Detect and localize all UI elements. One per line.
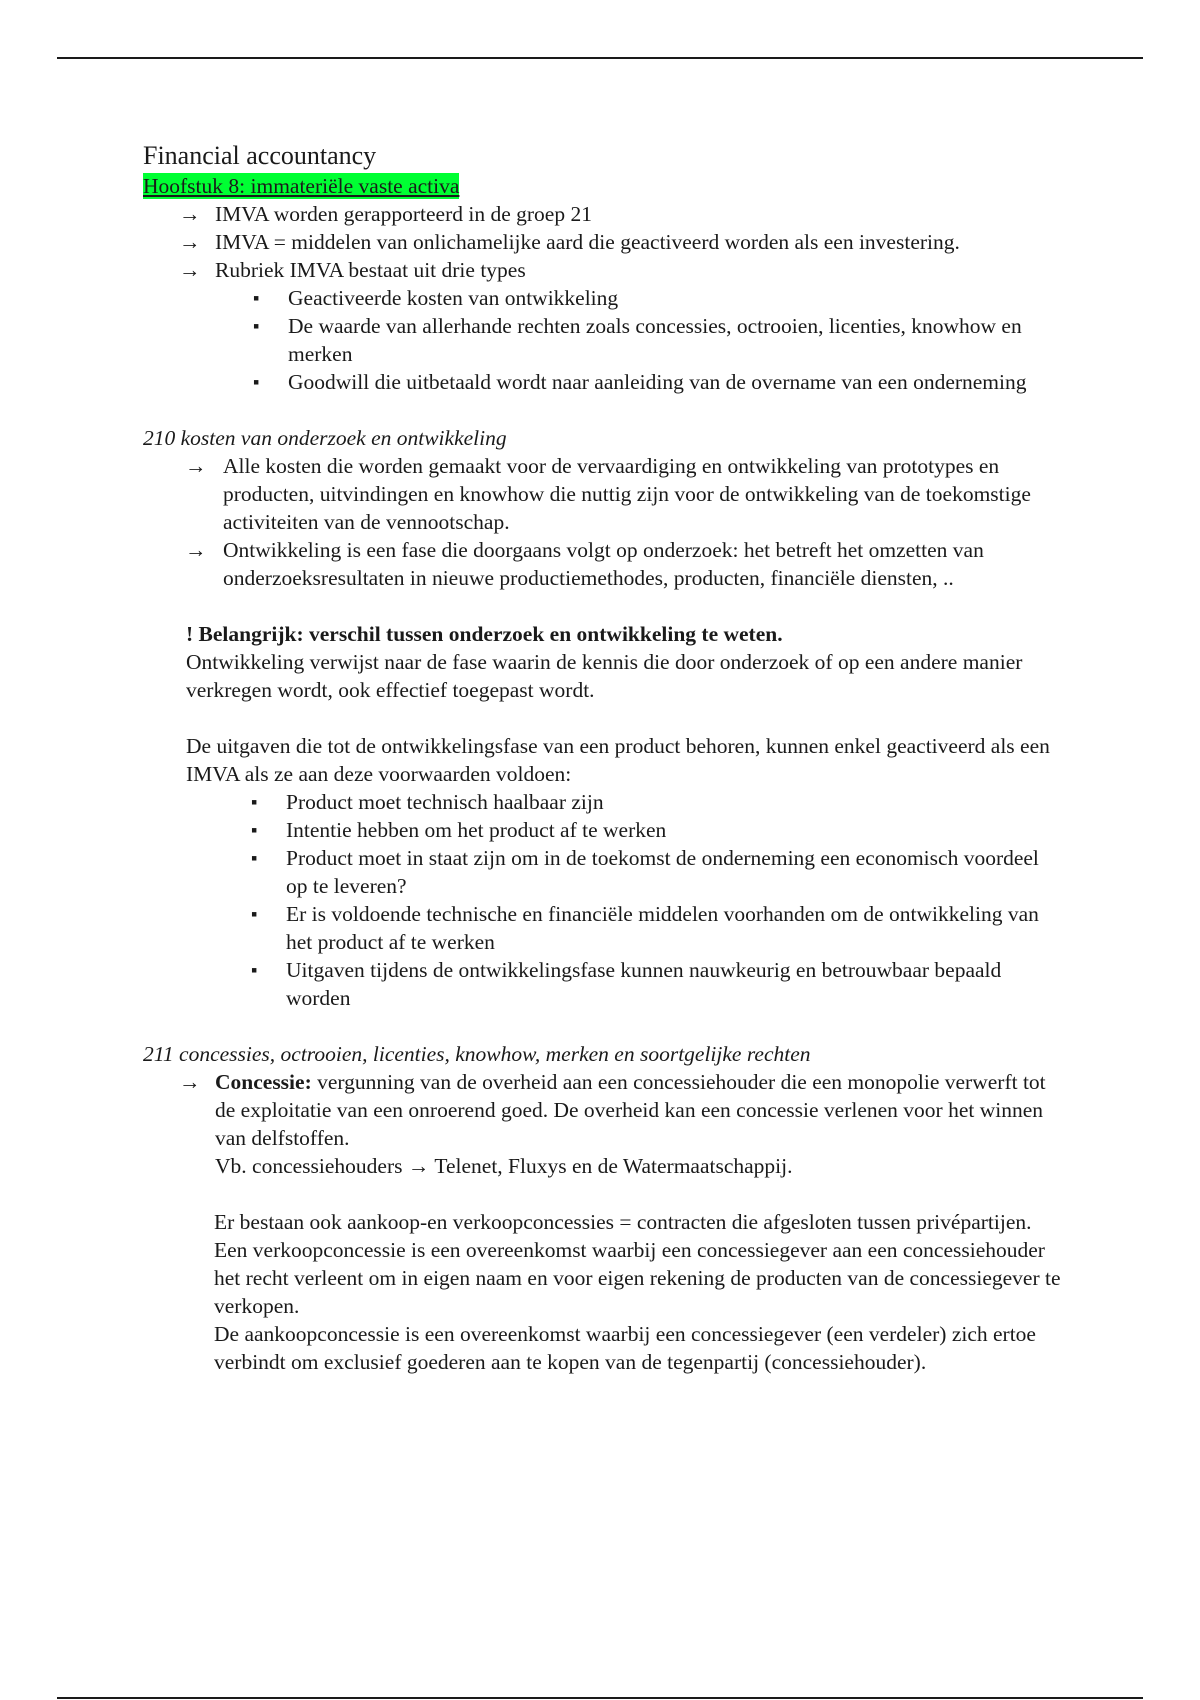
concessie-example: Vb. concessiehouders → Telenet, Fluxys en de Watermaatschappij. (215, 1154, 793, 1178)
list-item: ▪ Geactiveerde kosten van ontwikkeling (253, 286, 619, 310)
header-rule (57, 57, 1143, 59)
arrow-icon: → (185, 454, 207, 478)
bullet-icon: ▪ (253, 372, 260, 392)
bullet-icon: ▪ (251, 792, 258, 812)
concessie-label: Concessie: (215, 1070, 312, 1094)
list-item: → Rubriek IMVA bestaat uit drie types (179, 258, 526, 282)
purchase-concession-paragraph: De aankoopconcessie is een overeenkomst waarbij een concessiegever (een verdeler) zich ertoe verbindt om exclusief goederen aan te kopen van de tegenpartij (concessiehouder). (214, 1322, 1036, 1374)
list-item: → Ontwikkeling is een fase die doorgaans volgt op onderzoek: het betreft het omzetten van onderzoeksresultaten in nieuwe productiemethodes, producten, financiële diensten, .. (185, 538, 984, 590)
concessions-paragraph: Er bestaan ook aankoop-en verkoopconcessies = contracten die afgesloten tussen privépartijen. Een verkoopconcessie is een overeenkomst waarbij een concessiegever aan een concessiehouder het recht verleent om in eigen naam en voor eigen rekening de producten van de concessiegever te verkopen. (214, 1210, 1061, 1318)
bullet-icon: ▪ (251, 960, 258, 980)
list-item (143, 1068, 1063, 1180)
arrow-icon: → (179, 202, 201, 226)
chapter-heading: Hoofstuk 8: immateriële vaste activa (143, 174, 460, 198)
list-item: ▪ Product moet in staat zijn om in de toekomst de onderneming een economisch voordeel op te leveren? (251, 846, 1039, 898)
list-item: ▪ Intentie hebben om het product af te werken (251, 818, 667, 842)
list-item: ▪ Product moet technisch haalbaar zijn (251, 790, 604, 814)
document-body (143, 140, 1063, 1376)
list-item: ▪ Uitgaven tijdens de ontwikkelingsfase kunnen nauwkeurig en betrouwbaar bepaald worden (251, 958, 1002, 1010)
bullet-icon: ▪ (253, 316, 260, 336)
list-item: ▪ Goodwill die uitbetaald wordt naar aanleiding van de overname van een onderneming (253, 370, 1027, 394)
arrow-icon: → (179, 230, 201, 254)
section-heading-211: 211 concessies, octrooien, licenties, knowhow, merken en soortgelijke rechten (143, 1042, 811, 1066)
list-item: → IMVA worden gerapporteerd in de groep 21 (179, 202, 592, 226)
arrow-icon: → (185, 538, 207, 562)
concessie-definition: vergunning van de overheid aan een concessiehouder die een monopolie verwerft tot de exploitatie van een onroerend goed. De overheid kan een concessie verlenen voor het winnen van delfstoffen. (215, 1070, 1046, 1150)
list-item: ▪ Er is voldoende technische en financiële middelen voorhanden om de ontwikkeling van het product af te werken (251, 902, 1039, 954)
important-note: ! Belangrijk: verschil tussen onderzoek en ontwikkeling te weten. (186, 622, 783, 646)
bullet-icon: ▪ (253, 288, 260, 308)
footer-rule (57, 1697, 1143, 1699)
page-title: Financial accountancy (143, 141, 377, 170)
important-text: Ontwikkeling verwijst naar de fase waarin de kennis die door onderzoek of op een andere manier verkregen wordt, ook effectief toegepast wordt. (186, 650, 1023, 702)
list-item: ▪ De waarde van allerhande rechten zoals concessies, octrooien, licenties, knowhow en merken (253, 314, 1022, 366)
arrow-icon: → (179, 258, 201, 282)
list-item: → IMVA = middelen van onlichamelijke aard die geactiveerd worden als een investering. (179, 230, 960, 254)
bullet-icon: ▪ (251, 820, 258, 840)
bullet-icon: ▪ (251, 904, 258, 924)
list-item: → Alle kosten die worden gemaakt voor de vervaardiging en ontwikkeling van prototypes en producten, uitvindingen en knowhow die nuttig zijn voor de ontwikkeling van de toekomstige activiteiten van de vennootschap. (185, 454, 1031, 534)
arrow-icon: → (179, 1070, 201, 1094)
bullet-icon: ▪ (251, 848, 258, 868)
conditions-intro: De uitgaven die tot de ontwikkelingsfase van een product behoren, kunnen enkel geactiveerd als een IMVA als ze aan deze voorwaarden voldoen: (186, 734, 1050, 786)
section-heading-210: 210 kosten van onderzoek en ontwikkeling (143, 426, 507, 450)
